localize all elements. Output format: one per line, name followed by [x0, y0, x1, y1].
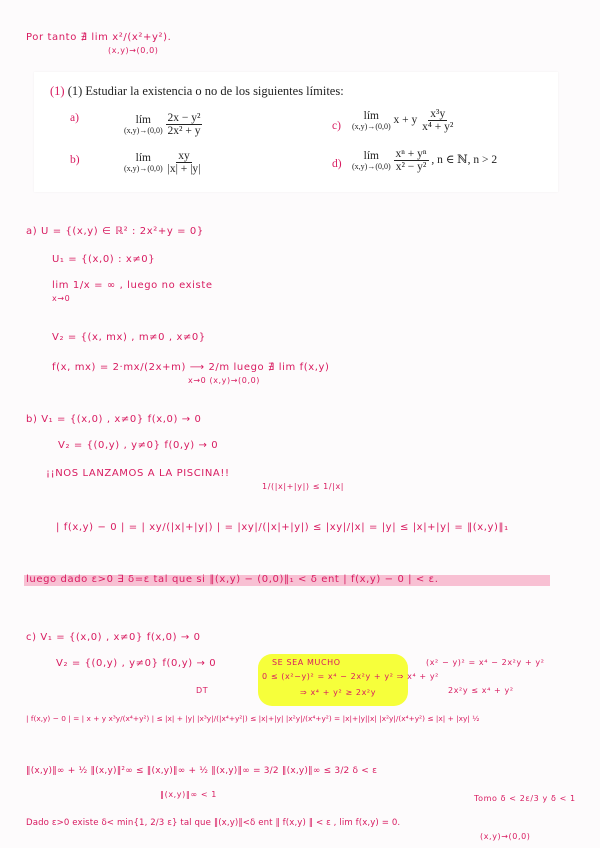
item-b-label: b): [70, 154, 80, 166]
note-a-line1: a) U = {(x,y) ∈ ℝ² : 2x²+y = 0}: [26, 226, 204, 237]
note-c-line3: | f(x,y) − 0 | = | x + y x³y/(x⁴+y²) | ≤ |x| + |y| |x³y|/(|x⁴+y²|) ≤ |x|+|y| |x²y|/(x⁴+y²) = |x|+|y||x| |x²y|/(x⁴+y²) ≤ |x| + |xy| ½: [26, 714, 480, 723]
bubble-line3: ⇒ x⁴ + y² ≥ 2x²y: [300, 688, 377, 697]
lim-word: lím: [363, 110, 379, 122]
top-note-subscript: (x,y)→(0,0): [108, 46, 159, 55]
note-b-line5: luego dado ε>0 ∃ δ=ε tal que si ‖(x,y) − (0,0)‖₁ < δ ent | f(x,y) − 0 | < ε.: [26, 574, 439, 585]
lim-word: lím: [363, 150, 379, 162]
lim-subscript: (x,y)→(0,0): [124, 126, 163, 135]
fraction: [420, 108, 455, 133]
item-d: [332, 158, 342, 170]
note-c-line5-sub: (x,y)→(0,0): [480, 832, 531, 841]
note-a-line3: lim 1/x = ∞ , luego no existe: [52, 280, 213, 291]
lim-subscript: (x,y)→(0,0): [352, 162, 391, 171]
note-c-right1: (x² − y)² = x⁴ − 2x²y + y²: [426, 658, 545, 667]
note-c-line4-right: Tomo δ < 2ε/3 y δ < 1: [474, 794, 576, 803]
fraction: [166, 112, 203, 137]
suffix: , n ∈ ℕ, n > 2: [431, 154, 498, 167]
denominator: 2x² + y: [167, 125, 201, 137]
denominator: |x| + |y|: [167, 163, 201, 175]
note-a-line3-sub: x→0: [52, 294, 71, 303]
note-b-line4-top: 1/(|x|+|y|) ≤ 1/|x|: [262, 482, 345, 491]
lim-word: lím: [135, 152, 151, 164]
note-b-line1: b) V₁ = {(x,0) , x≠0} f(x,0) → 0: [26, 414, 202, 425]
note-b-line3: ¡¡NOS LANZAMOS A LA PISCINA!!: [46, 468, 230, 479]
numerator: xy: [178, 150, 190, 162]
item-c-label: c): [332, 120, 341, 132]
note-c-line4-note: ‖(x,y)‖∞ < 1: [160, 790, 217, 799]
note-c-right2: 2x²y ≤ x⁴ + y²: [448, 686, 514, 695]
note-c-line4: ‖(x,y)‖∞ + ½ ‖(x,y)‖²∞ ≤ ‖(x,y)‖∞ + ½ ‖(x,y)‖∞ = 3/2 ‖(x,y)‖∞ ≤ 3/2 δ < ε: [26, 766, 378, 776]
bubble-line2: 0 ≤ (x²−y)² = x⁴ − 2x²y + y² ⇒ x⁴ + y²: [262, 672, 439, 681]
numerator: x³y: [430, 108, 446, 120]
prefix: x + y: [393, 114, 418, 127]
note-a-line4: V₂ = {(x, mx) , m≠0 , x≠0}: [52, 332, 206, 343]
item-b-lim: [124, 150, 202, 175]
denominator: x² − y²: [395, 161, 427, 173]
item-c-lim: [352, 108, 455, 133]
note-c-line2: V₂ = {(0,y) , y≠0} f(0,y) → 0: [56, 658, 217, 669]
item-a-lim: [124, 112, 202, 137]
item-a: [70, 112, 79, 124]
denominator: x⁴ + y²: [422, 121, 454, 133]
problem-title-text: (1) Estudiar la existencia o no de los siguientes límites:: [67, 84, 344, 98]
note-a-line5-sub: x→0 (x,y)→(0,0): [188, 376, 260, 385]
lim-subscript: (x,y)→(0,0): [124, 164, 163, 173]
note-c-dt: DT: [196, 686, 209, 695]
note-c-line1: c) V₁ = {(x,0) , x≠0} f(x,0) → 0: [26, 632, 201, 643]
bubble-line1: SE SEA MUCHO: [272, 658, 341, 667]
item-d-lim: [352, 148, 497, 173]
lim-subscript: (x,y)→(0,0): [352, 122, 391, 131]
note-a-line2: U₁ = {(x,0) : x≠0}: [52, 254, 156, 265]
problem-number: (1): [50, 84, 65, 98]
lim-word: lím: [135, 114, 151, 126]
item-b: [70, 154, 80, 166]
item-a-label: a): [70, 112, 79, 124]
note-a-line5: f(x, mx) = 2·mx/(2x+m) ⟶ 2/m luego ∄ lim f(x,y): [52, 362, 330, 373]
numerator: 2x − y²: [167, 112, 201, 124]
item-d-label: d): [332, 158, 342, 170]
fraction: [394, 148, 429, 173]
note-b-line4: | f(x,y) − 0 | = | xy/(|x|+|y|) | = |xy|/(|x|+|y|) ≤ |xy|/|x| = |y| ≤ |x|+|y| = ‖(x,y)‖₁: [56, 522, 509, 533]
numerator: xⁿ + yⁿ: [395, 148, 427, 160]
note-b-line2: V₂ = {(0,y) , y≠0} f(0,y) → 0: [58, 440, 219, 451]
top-note: Por tanto ∄ lim x²/(x²+y²).: [26, 32, 172, 43]
fraction: [166, 150, 203, 175]
item-c: [332, 120, 341, 132]
note-c-line5: Dado ε>0 existe δ< min{1, 2/3 ε} tal que ‖(x,y)‖<δ ent ‖ f(x,y) ‖ < ε , lim f(x,y) = 0.: [26, 818, 401, 828]
problem-title: [50, 84, 344, 99]
problem-card: [34, 72, 558, 192]
